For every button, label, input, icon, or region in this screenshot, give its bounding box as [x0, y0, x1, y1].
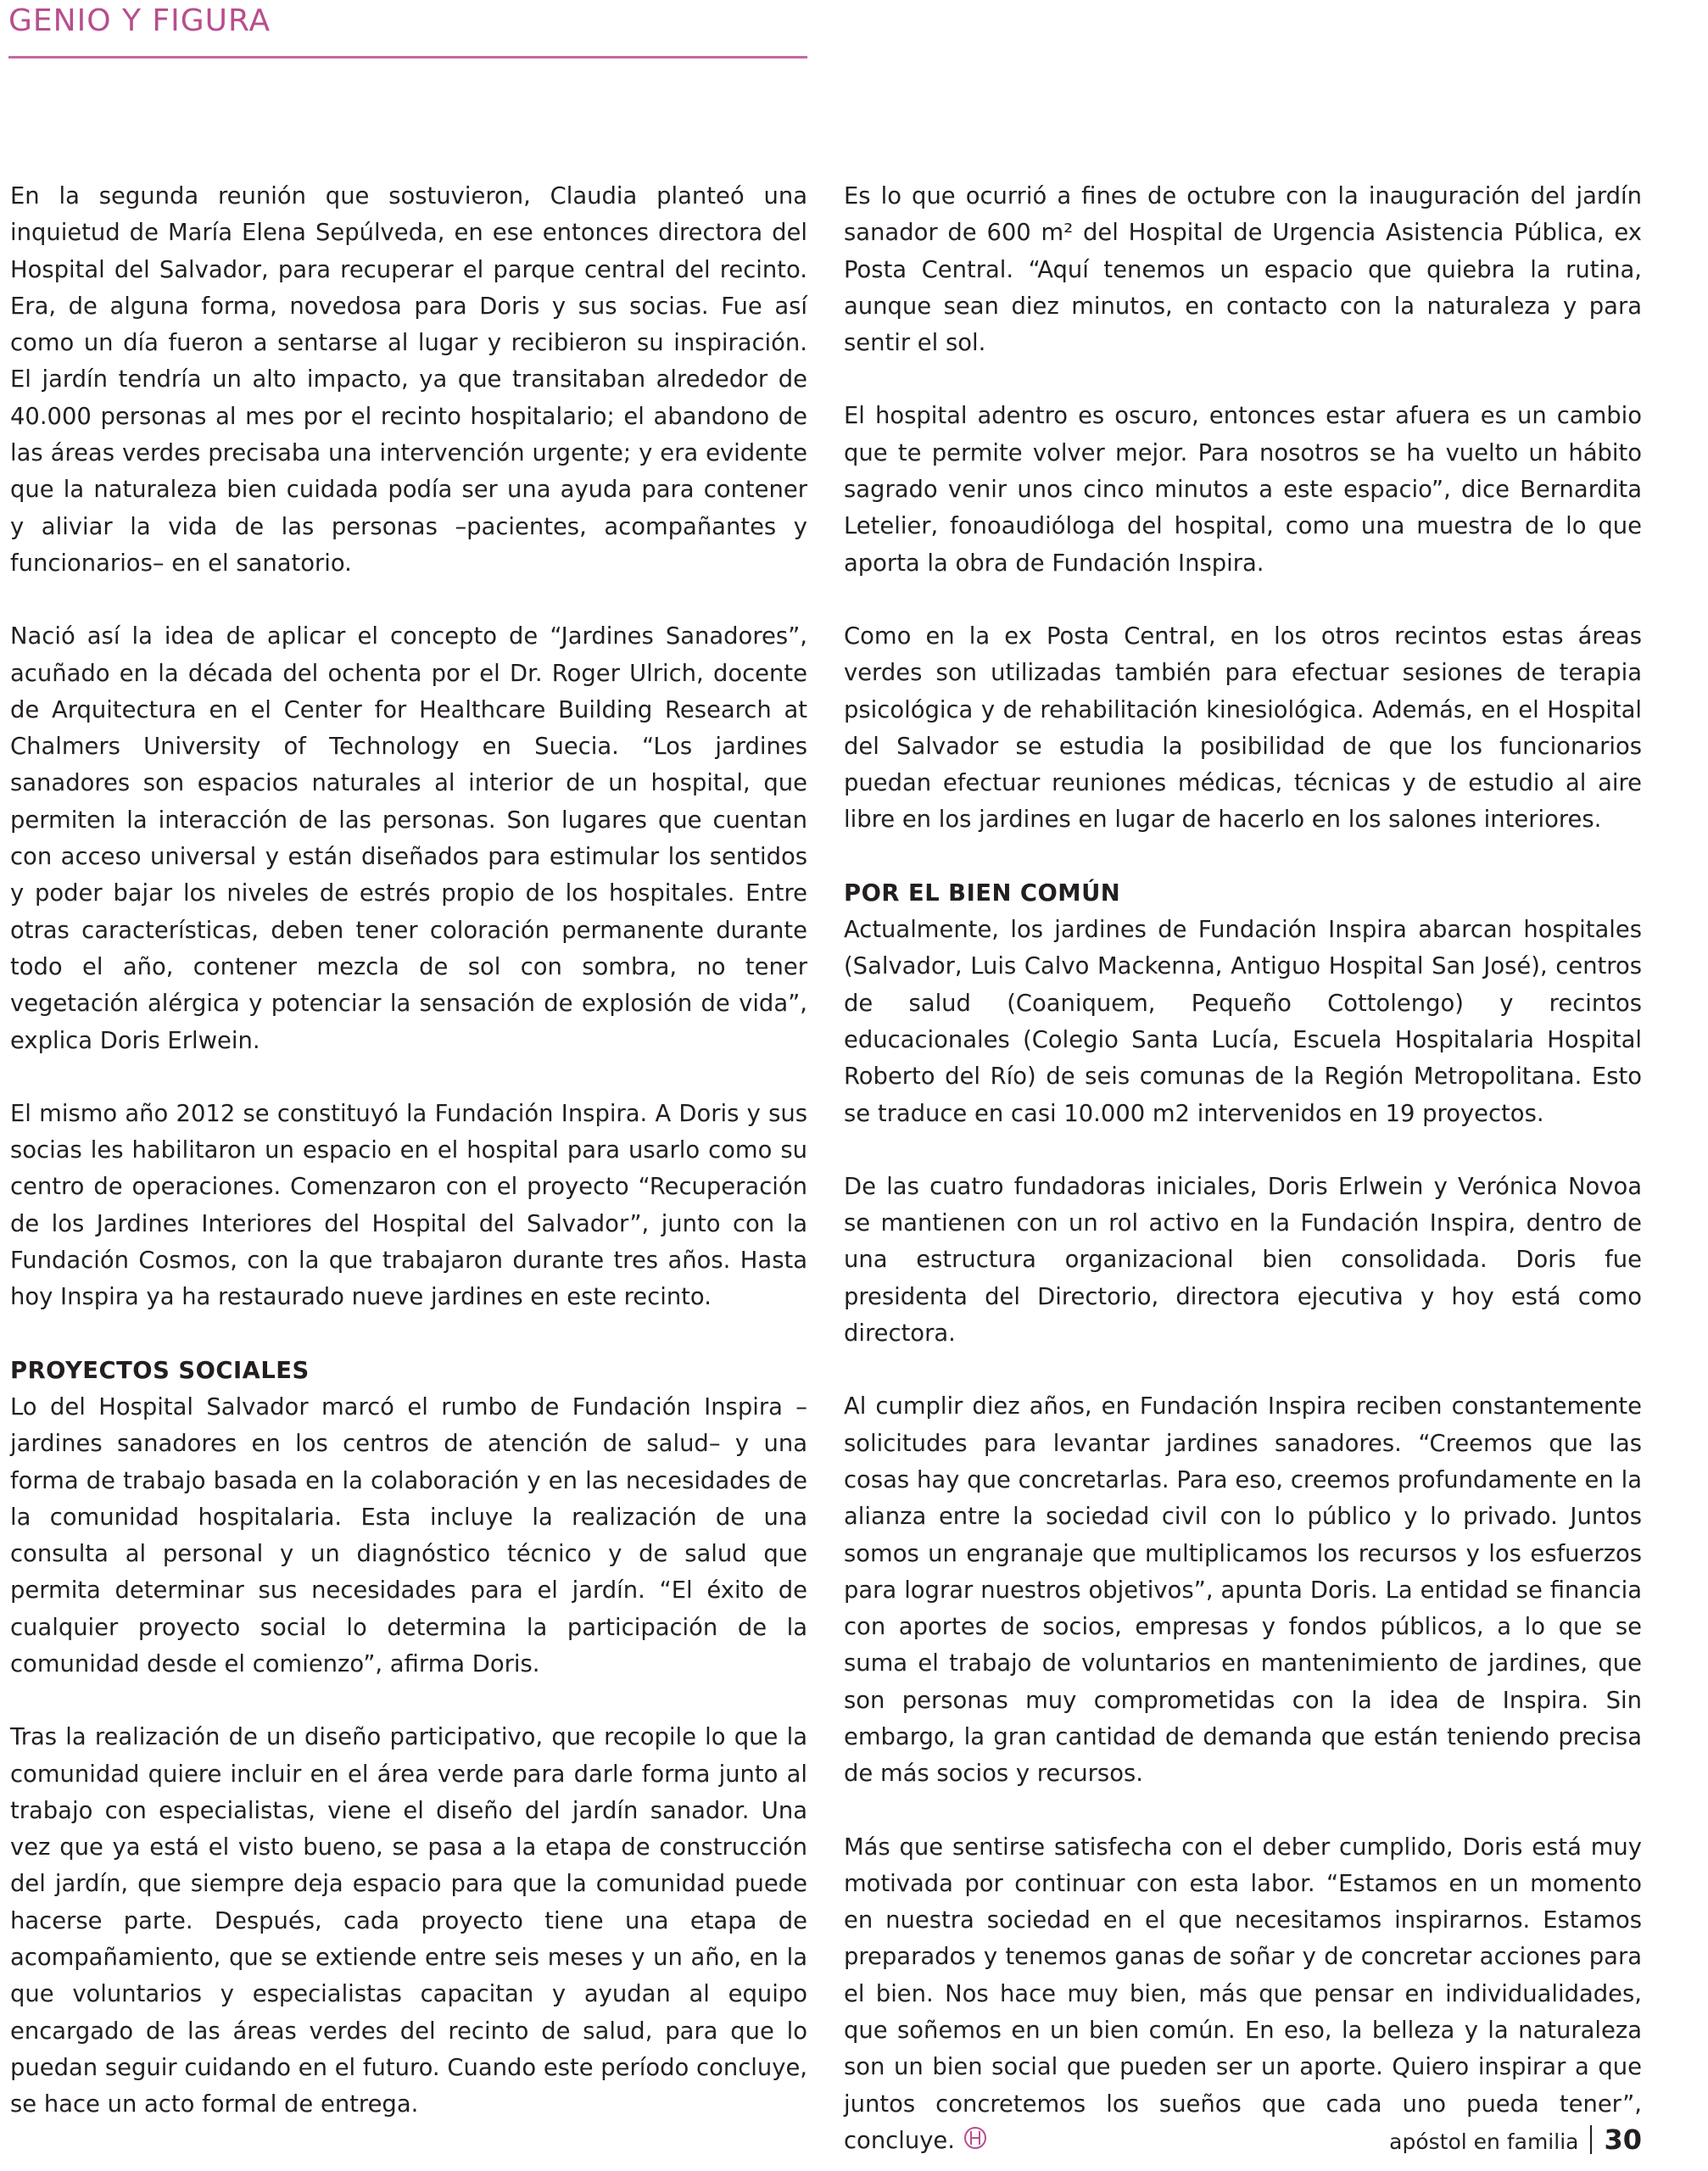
- page-footer: [1389, 2124, 1642, 2156]
- subheading-proyectos-sociales: PROYECTOS SOCIALES: [10, 1357, 310, 1384]
- paragraph: El hospital adentro es oscuro, entonces estar afuera es un cambio que te permite volver mejor. Para nosotros se ha vuelto un hábito sagrado venir unos cinco minutos a este espacio”, dice Bernardita Letelier, fonoaudióloga del hospital, como una muestra de lo que aporta la obra de Fundación Inspira.: [844, 403, 1642, 577]
- paragraph-final-text: Más que sentirse satisfecha con el deber cumplido, Doris está muy motivada por continuar con esta labor. “Estamos en un momento en nuestra sociedad en el que necesitamos inspirarnos. Estamos preparados y tenemos ganas de soñar y de concretar acciones para el bien. Nos hace muy bien, más que pensar en individualidades, que soñemos en un bien común. En eso, la belleza y la naturaleza son un bien social que pueden ser un aporte. Quiero inspirar a que juntos concretemos los sueños que cada uno pueda tener”, concluye.: [844, 1833, 1642, 2154]
- publication-name: apóstol en familia: [1389, 2129, 1579, 2154]
- paragraph: Lo del Hospital Salvador marcó el rumbo de Fundación Inspira –jardines sanadores en los centros de atención de salud– y una forma de trabajo basada en la colaboración y en las necesidades de la comunidad hospitalaria. Esta incluye la realización de una consulta al personal y un diagnóstico técnico y de salud que permita determinar sus necesidades para el jardín. “El éxito de cualquier proyecto social lo determina la participación de la comunidad desde el comienzo”, afirma Doris.: [10, 1393, 807, 1677]
- subheading-por-el-bien-comun: POR EL BIEN COMÚN: [844, 879, 1121, 907]
- paragraph: De las cuatro fundadoras iniciales, Doris Erlwein y Verónica Novoa se mantienen con un rol activo en la Fundación Inspira, dentro de una estructura organizacional bien consolidada. Doris fue presidenta del Directorio, directora ejecutiva y hoy está como directora.: [844, 1173, 1642, 1348]
- paragraph: Al cumplir diez años, en Fundación Inspira reciben constantemente solicitudes para levantar jardines sanadores. “Creemos que las cosas hay que concretarlas. Para eso, creemos profundamente en la alianza entre la sociedad civil con lo público y lo privado. Juntos somos un engranaje que multiplicamos los recursos y los esfuerzos para lograr nuestros objetivos”, apunta Doris. La entidad se financia con aportes de socios, empresas y fondos públicos, a lo que se suma el trabajo de voluntarios en mantenimiento de jardines, que son personas muy comprometidas con la idea de Inspira. Sin embargo, la gran cantidad de demanda que están teniendo precisa de más socios y recursos.: [844, 1393, 1642, 1788]
- paragraph-final: [844, 1829, 1642, 2160]
- paragraph: En la segunda reunión que sostuvieron, Claudia planteó una inquietud de María Elena Sepúlveda, en ese entonces directora del Hospital del Salvador, para recuperar el parque central del recinto. Era, de alguna forma, novedosa para Doris y sus socias. Fue así como un día fueron a sentarse al lugar y recibieron su inspiración. El jardín tendría un alto impacto, ya que transitaban alrededor de 40.000 personas al mes por el recinto hospitalario; el abandono de las áreas verdes precisaba una intervención urgente; y era evidente que la naturaleza bien cuidada podía ser una ayuda para contener y aliviar la vida de las personas –pacientes, acompañantes y funcionarios– en el sanatorio.: [10, 183, 807, 577]
- left-column: [10, 178, 807, 2124]
- section-title: GENIO Y FIGURA: [8, 3, 271, 38]
- page-number: 30: [1604, 2124, 1642, 2156]
- paragraph: El mismo año 2012 se constituyó la Fundación Inspira. A Doris y sus socias les habilitaron un espacio en el hospital para usarlo como su centro de operaciones. Comenzaron con el proyecto “Recuperación de los Jardines Interiores del Hospital del Salvador”, junto con la Fundación Cosmos, con la que trabajaron durante tres años. Hasta hoy Inspira ya ha restaurado nueve jardines en este recinto.: [10, 1100, 807, 1311]
- end-mark-icon: [963, 2126, 987, 2150]
- paragraph: Tras la realización de un diseño participativo, que recopile lo que la comunidad quiere incluir en el área verde para darle forma junto al trabajo con especialistas, viene el diseño del jardín sanador. Una vez que ya está el visto bueno, se pasa a la etapa de construcción del jardín, que siempre deja espacio para que la comunidad puede hacerse parte. Después, cada proyecto tiene una etapa de acompañamiento, que se extiende entre seis meses y un año, en la que voluntarios y especialistas capacitan y ayudan al equipo encargado de las áreas verdes del recinto de salud, para que lo puedan seguir cuidando en el futuro. Cuando este período concluye, se hace un acto formal de entrega.: [10, 1724, 807, 2118]
- section-divider: [8, 56, 807, 59]
- paragraph: Como en la ex Posta Central, en los otros recintos estas áreas verdes son utilizadas también para efectuar sesiones de terapia psicológica y de rehabilitación kinesiológica. Además, en el Hospital del Salvador se estudia la posibilidad de que los funcionarios puedan efectuar reuniones médicas, técnicas y de estudio al aire libre en los jardines en lugar de hacerlo en los salones interiores.: [844, 622, 1642, 834]
- footer-divider: [1590, 2125, 1592, 2154]
- paragraph: Nació así la idea de aplicar el concepto de “Jardines Sanadores”, acuñado en la década del ochenta por el Dr. Roger Ulrich, docente de Arquitectura en el Center for Healthcare Building Research at Chalmers University of Technology en Suecia. “Los jardines sanadores son espacios naturales al interior de un hospital, que permiten la interacción de las personas. Son lugares que cuentan con acceso universal y están diseñados para estimular los sentidos y poder bajar los niveles de estrés propio de los hospitales. Entre otras características, deben tener coloración permanente durante todo el año, contener mezcla de sol con sombra, no tener vegetación alérgica y potenciar la sensación de explosión de vida”, explica Doris Erlwein.: [10, 623, 807, 1054]
- paragraph: Actualmente, los jardines de Fundación Inspira abarcan hospitales (Salvador, Luis Calvo Mackenna, Antiguo Hospital San José), centros de salud (Coaniquem, Pequeño Cottolengo) y recintos educacionales (Colegio Santa Lucía, Escuela Hospitalaria Hospital Roberto del Río) de seis comunas de la Región Metropolitana. Esto se traduce en casi 10.000 m2 intervenidos en 19 proyectos.: [844, 917, 1642, 1127]
- right-column: [844, 178, 1642, 2159]
- paragraph: Es lo que ocurrió a fines de octubre con la inauguración del jardín sanador de 600 m² del Hospital de Urgencia Asistencia Pública, ex Posta Central. “Aquí tenemos un espacio que quiebra la rutina, aunque sean diez minutos, en contacto con la naturaleza y para sentir el sol.: [844, 183, 1642, 357]
